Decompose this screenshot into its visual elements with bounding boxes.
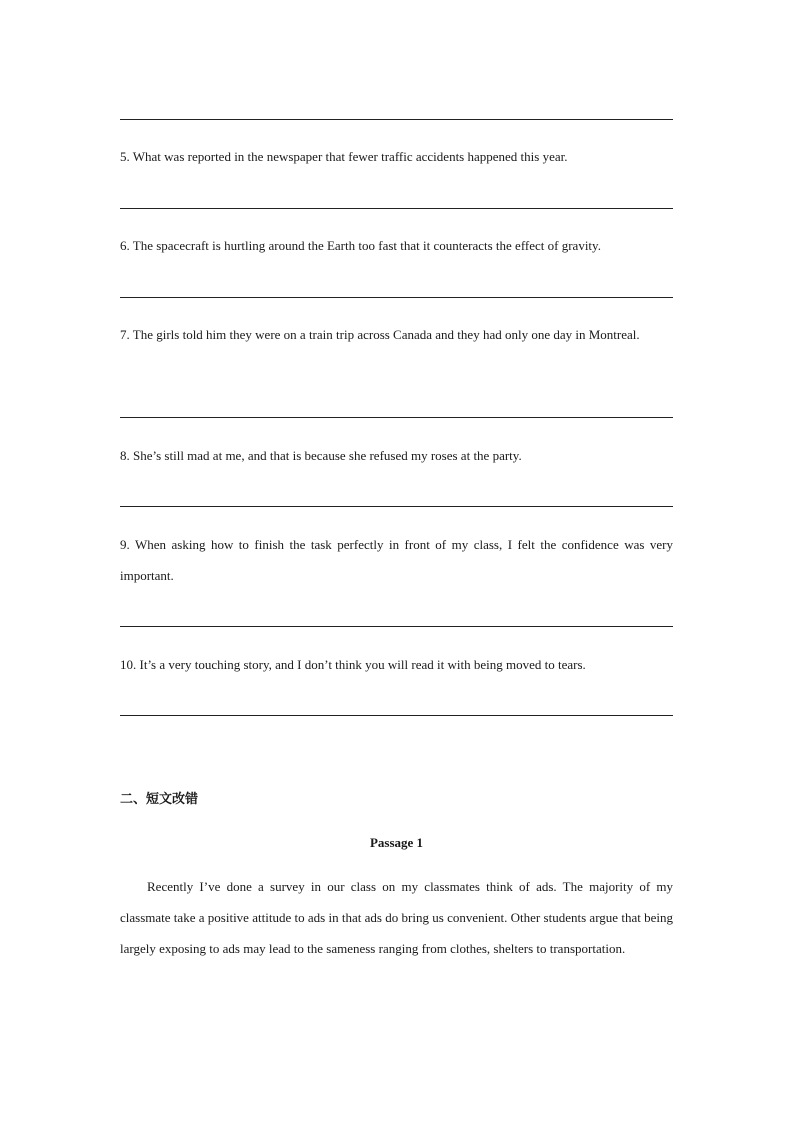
answer-line bbox=[120, 417, 673, 418]
question-6: 6. The spacecraft is hurtling around the Earth too fast that it counteracts the effect of gravity. bbox=[120, 238, 601, 253]
question-5: 5. What was reported in the newspaper that fewer traffic accidents happened this year. bbox=[120, 149, 568, 164]
question-9: 9. When asking how to finish the task perfectly in front of my class, I felt the confidence was very important. bbox=[120, 537, 673, 583]
answer-line bbox=[120, 715, 673, 716]
passage-body: Recently I’ve done a survey in our class on my classmates think of ads. The majority of my classmate take a positive attitude to ads in that ads do bring us convenient. Other students argue that being largely exposing to ads may lead to the sameness ranging from clothes, shelters to transportation. bbox=[120, 879, 673, 956]
answer-line bbox=[120, 119, 673, 120]
answer-line bbox=[120, 208, 673, 209]
section-heading: 二、短文改错 bbox=[120, 792, 199, 807]
answer-line bbox=[120, 297, 673, 298]
passage-title: Passage 1 bbox=[369, 835, 424, 850]
question-7: 7. The girls told him they were on a train trip across Canada and they had only one day in Montreal. bbox=[120, 327, 640, 342]
question-10: 10. It’s a very touching story, and I don’t think you will read it with being moved to tears. bbox=[120, 657, 586, 672]
answer-line bbox=[120, 626, 673, 627]
answer-line bbox=[120, 506, 673, 507]
question-8: 8. She’s still mad at me, and that is because she refused my roses at the party. bbox=[120, 448, 522, 463]
